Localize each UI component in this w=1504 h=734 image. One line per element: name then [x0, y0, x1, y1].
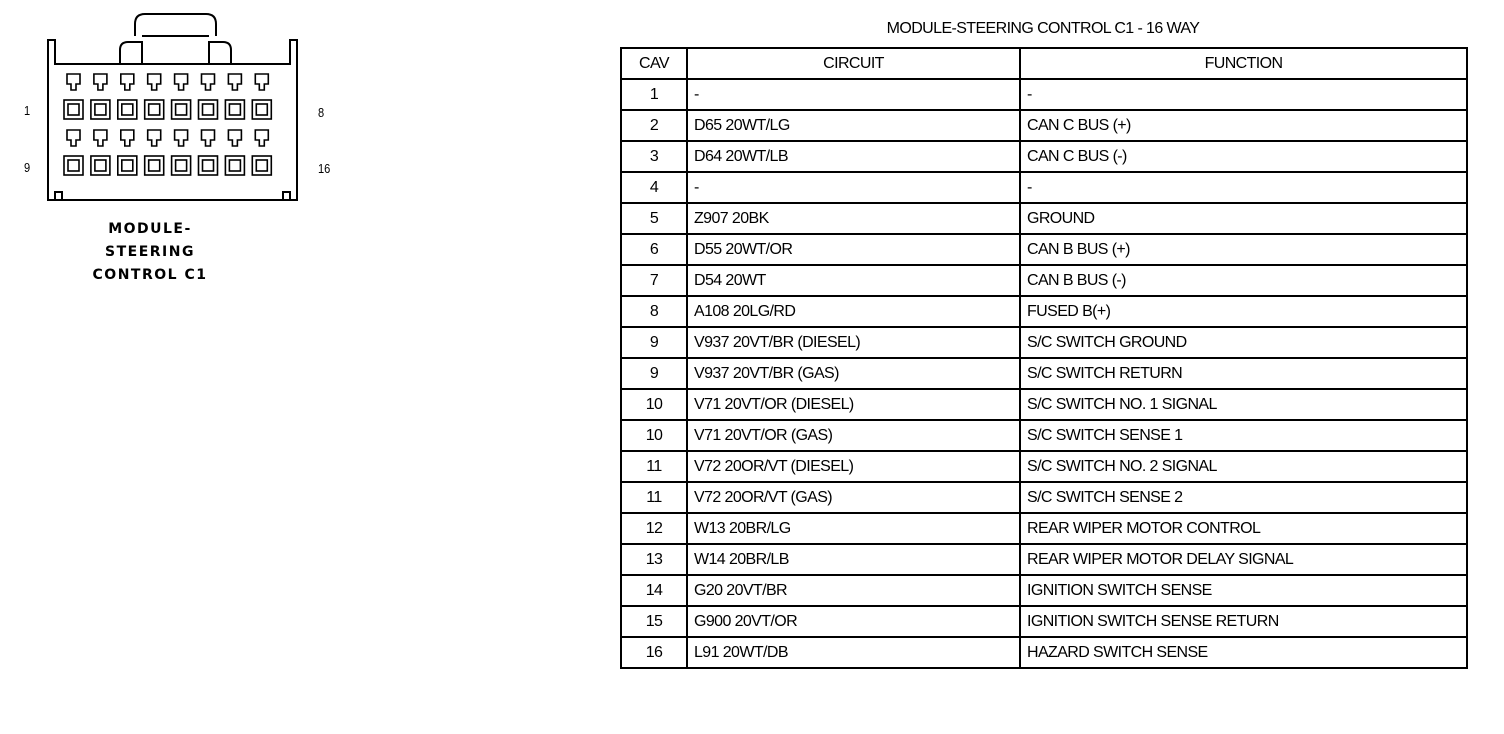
table-row	[621, 482, 1467, 513]
pin-latch-tab	[255, 74, 268, 90]
pin-latch-tab	[148, 130, 161, 146]
cell-function: FUSED B(+)	[1020, 296, 1467, 327]
table-row	[621, 79, 1467, 110]
caption-line-1: MODULE-	[108, 221, 192, 237]
pin-terminal	[229, 104, 240, 115]
pin-cavity	[252, 100, 271, 119]
cell-function: REAR WIPER MOTOR CONTROL	[1020, 513, 1467, 544]
pin-cavity	[64, 100, 83, 119]
cell-circuit: D54 20WT	[687, 265, 1020, 296]
cell-cav: 6	[621, 234, 687, 265]
table-title: MODULE-STEERING CONTROL C1 - 16 WAY	[886, 20, 1200, 37]
cell-circuit: D65 20WT/LG	[687, 110, 1020, 141]
cell-cav: 8	[621, 296, 687, 327]
cell-function: IGNITION SWITCH SENSE RETURN	[1020, 606, 1467, 637]
cell-circuit: W14 20BR/LB	[687, 544, 1020, 575]
cell-circuit: V71 20VT/OR (DIESEL)	[687, 389, 1020, 420]
table-row	[621, 110, 1467, 141]
pin-terminal	[95, 104, 106, 115]
cell-cav: 9	[621, 327, 687, 358]
pin-latch-tab	[175, 74, 188, 90]
cell-cav: 11	[621, 482, 687, 513]
pin-cavity	[145, 156, 164, 175]
pin-terminal	[122, 104, 133, 115]
cell-function: S/C SWITCH NO. 2 SIGNAL	[1020, 451, 1467, 482]
pin-terminal	[203, 104, 214, 115]
cell-cav: 10	[621, 420, 687, 451]
cell-cav: 1	[621, 79, 687, 110]
cell-cav: 13	[621, 544, 687, 575]
pin-terminal	[176, 104, 187, 115]
table-row	[621, 358, 1467, 389]
cell-function: CAN B BUS (+)	[1020, 234, 1467, 265]
pin-terminal	[68, 160, 79, 171]
cell-cav: 2	[621, 110, 687, 141]
cell-cav: 9	[621, 358, 687, 389]
cell-circuit: W13 20BR/LG	[687, 513, 1020, 544]
pin-terminal	[68, 104, 79, 115]
pin-label-16: 16	[318, 161, 331, 176]
pin-cavity	[118, 156, 137, 175]
cell-function: S/C SWITCH NO. 1 SIGNAL	[1020, 389, 1467, 420]
table-row	[621, 389, 1467, 420]
connector-diagram	[0, 0, 360, 300]
table-row	[621, 296, 1467, 327]
cell-circuit: V72 20OR/VT (DIESEL)	[687, 451, 1020, 482]
pin-label-8: 8	[318, 105, 325, 120]
cell-circuit: G900 20VT/OR	[687, 606, 1020, 637]
table-row	[621, 420, 1467, 451]
pin-latch-tab	[67, 130, 80, 146]
pin-latch-tab	[228, 74, 241, 90]
cell-circuit: V71 20VT/OR (GAS)	[687, 420, 1020, 451]
header-circuit: CIRCUIT	[687, 48, 1020, 79]
cell-function: CAN B BUS (-)	[1020, 265, 1467, 296]
cell-cav: 12	[621, 513, 687, 544]
table-row	[621, 637, 1467, 668]
cell-function: -	[1020, 172, 1467, 203]
pin-cavity	[199, 100, 218, 119]
pinout-table	[620, 47, 1468, 669]
cell-function: S/C SWITCH GROUND	[1020, 327, 1467, 358]
pin-latch-tab	[94, 74, 107, 90]
pin-latch-tab	[228, 130, 241, 146]
pin-terminal	[203, 160, 214, 171]
pin-latch-tab	[67, 74, 80, 90]
table-row	[621, 575, 1467, 606]
pin-terminal	[95, 160, 106, 171]
connector-pin-grid	[64, 74, 271, 175]
pin-cavity	[172, 100, 191, 119]
pin-label-1: 1	[24, 103, 31, 118]
cell-cav: 5	[621, 203, 687, 234]
header-cav: CAV	[621, 48, 687, 79]
cell-function: S/C SWITCH RETURN	[1020, 358, 1467, 389]
connector-caption	[90, 218, 210, 287]
cell-function: REAR WIPER MOTOR DELAY SIGNAL	[1020, 544, 1467, 575]
caption-line-3: CONTROL C1	[92, 267, 208, 283]
cell-cav: 16	[621, 637, 687, 668]
cell-function: IGNITION SWITCH SENSE	[1020, 575, 1467, 606]
cell-cav: 15	[621, 606, 687, 637]
pin-cavity	[252, 156, 271, 175]
pin-cavity	[172, 156, 191, 175]
pin-latch-tab	[121, 74, 134, 90]
cell-circuit: A108 20LG/RD	[687, 296, 1020, 327]
cell-function: S/C SWITCH SENSE 1	[1020, 420, 1467, 451]
pin-latch-tab	[202, 130, 215, 146]
cell-function: HAZARD SWITCH SENSE	[1020, 637, 1467, 668]
cell-function: GROUND	[1020, 203, 1467, 234]
cell-function: S/C SWITCH SENSE 2	[1020, 482, 1467, 513]
table-row	[621, 265, 1467, 296]
table-row	[621, 451, 1467, 482]
pin-cavity	[64, 156, 83, 175]
table-row	[621, 327, 1467, 358]
cell-function: -	[1020, 79, 1467, 110]
pin-terminal	[256, 160, 267, 171]
cell-cav: 3	[621, 141, 687, 172]
caption-line-2: STEERING	[105, 244, 195, 260]
cell-circuit: L91 20WT/DB	[687, 637, 1020, 668]
pin-terminal	[176, 160, 187, 171]
cell-function: CAN C BUS (+)	[1020, 110, 1467, 141]
pin-cavity	[91, 100, 110, 119]
pin-latch-tab	[202, 74, 215, 90]
pin-terminal	[256, 104, 267, 115]
cell-circuit: Z907 20BK	[687, 203, 1020, 234]
table-row	[621, 513, 1467, 544]
table-row	[621, 141, 1467, 172]
cell-circuit: D64 20WT/LB	[687, 141, 1020, 172]
pin-latch-tab	[175, 130, 188, 146]
table-row	[621, 544, 1467, 575]
pin-latch-tab	[121, 130, 134, 146]
cell-circuit: -	[687, 79, 1020, 110]
cell-cav: 7	[621, 265, 687, 296]
cell-circuit: V937 20VT/BR (GAS)	[687, 358, 1020, 389]
pin-cavity	[145, 100, 164, 119]
cell-circuit: D55 20WT/OR	[687, 234, 1020, 265]
pin-terminal	[149, 160, 160, 171]
pin-cavity	[91, 156, 110, 175]
pin-latch-tab	[94, 130, 107, 146]
cell-circuit: G20 20VT/BR	[687, 575, 1020, 606]
table-row	[621, 606, 1467, 637]
cell-function: CAN C BUS (-)	[1020, 141, 1467, 172]
cell-cav: 10	[621, 389, 687, 420]
cell-cav: 11	[621, 451, 687, 482]
pin-cavity	[225, 100, 244, 119]
cell-circuit: V937 20VT/BR (DIESEL)	[687, 327, 1020, 358]
cell-circuit: V72 20OR/VT (GAS)	[687, 482, 1020, 513]
pin-cavity	[118, 100, 137, 119]
cell-cav: 14	[621, 575, 687, 606]
table-row	[621, 234, 1467, 265]
pin-cavity	[225, 156, 244, 175]
pin-latch-tab	[255, 130, 268, 146]
cell-circuit: -	[687, 172, 1020, 203]
header-function: FUNCTION	[1020, 48, 1467, 79]
pin-latch-tab	[148, 74, 161, 90]
table-row	[621, 172, 1467, 203]
table-header-row	[621, 48, 1467, 79]
pin-cavity	[199, 156, 218, 175]
table-row	[621, 203, 1467, 234]
pin-terminal	[149, 104, 160, 115]
pin-label-9: 9	[24, 160, 31, 175]
cell-cav: 4	[621, 172, 687, 203]
pin-terminal	[122, 160, 133, 171]
pin-terminal	[229, 160, 240, 171]
